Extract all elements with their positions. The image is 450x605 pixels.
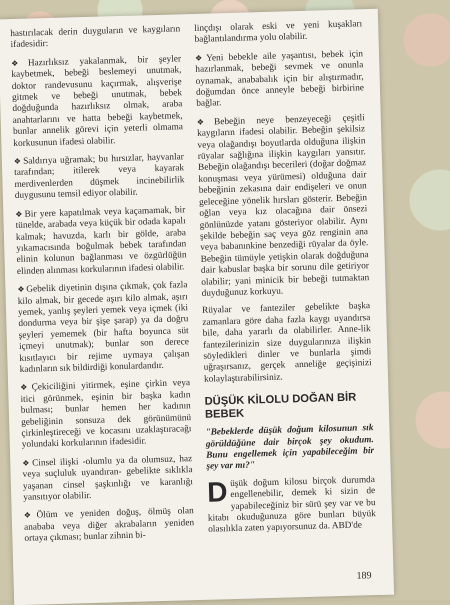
paragraph: hastırılacak derin duyguların ve kaygıların ifadesidir: (10, 24, 181, 51)
book-page (0, 9, 394, 605)
paragraph: linçdışı olarak eski ve yeni kuşakları bağlantılandırma yolu olabilir. (194, 19, 363, 46)
bullet-paragraph: ❖ Saldırıya uğramak; bu hırsızlar, hayvanlar tarafından; itilerek veya kayarak merdivenlerden düşmek incinebilirlik duygusunu temsil ediyor olabilir. (14, 151, 185, 202)
bullet-paragraph: ❖ Gebelik diyetinin dışına çıkmak, çok fazla kilo almak, bir gecede aşırı kilo almak, aşırı yemek, yanlış şeyleri yemek veya içmek (iki dondurma veya bir şişe şarap) ya da doğru şeyleri yememek (bir hafta boyunca süt içmeyi unutmak); bunlar son derece kısıtlayıcı bir rejime uymaya çalışan kadınların sık bildirdiği konulardandır. (17, 279, 190, 376)
bullet-paragraph: ❖ Yeni bebekle aile yaşantısı, bebek için hazırlanmak, bebeği sevmek ve onunla oynamak, anababalık için bir alıştırmadır, doğumdan önce anneyle bebeği birbirine bağlar. (195, 48, 365, 111)
section-quote: "Bebeklerde düşük doğum kilosunun sık görüldüğüne dair birçok şey okudum. Bunu engellemek için yapabileceğim bir şey var mı?" (205, 423, 375, 473)
paragraph: Rüyalar ve fanteziler gebelikte başka zamanlara göre daha fazla kaygı uyandırsa bile, daha yararlı da olabilirler. Anne-lik fantezilerinizin size duygularınıza ilişkin söyledikleri dinler ve bunlarla şimdi uğraşırsanız, gerçek anneliğe geçişinizi kolaylaştırabilirsiniz. (201, 301, 372, 385)
section-body-text: üşük doğum kilosu birçok durumda engellenebilir, demek ki sizin de yapabileceğiniz bir sürü şey var ve bu kitabı okuduğunuza göre bunları büyük olasılıkla zaten yapıyorsunuz da. ABD'de (207, 474, 376, 536)
page-number: 189 (356, 569, 372, 582)
section-heading: DÜŞÜK KİLOLU DOĞAN BİR BEBEK (204, 391, 357, 421)
bullet-paragraph: ❖ Bir yere kapatılmak veya kaçamamak, bir tünelde, arabada veya küçük bir odada kapalı kalmak; havuzda, karlı bir gölde, araba yıkamacısında boğulmak bebek tarafından elinin kolunun bağlanması ve özgürlüğün elinden alınması korkularının ifadesi olabilir. (15, 204, 187, 278)
dropcap: D (206, 476, 228, 508)
left-column (10, 24, 195, 551)
right-column (194, 19, 376, 542)
bullet-paragraph: ❖ Ölüm ve yeniden doğuş, ölmüş olan anababa veya diğer akrabaların yeniden ortaya çıkması; bunlar zihnin bi- (24, 506, 195, 546)
bullet-paragraph: ❖ Cinsel ilişki -olumlu ya da olumsuz, haz veya suçluluk uyandıran- gebelikte sıklıkla yaşanan cinsel şaşkınlığı ve karanlığı yansıtıyor olabilir. (22, 453, 193, 504)
section-body (207, 475, 377, 537)
bullet-paragraph: ❖ Hazırlıksız yakalanmak, bir şeyler kaybetmek, bebeği beslemeyi unutmak, doktor randevusunu kaçırmak, alışverişe gitmek ve bebeği unutmak, bebek doğduğunda hazırlıksız olmak, araba anahtarlarını ve hatta bebeği kaybetmek, bunlar annelik görevi için yeterli olmama korkusunun ifadesi olabilir. (11, 53, 184, 150)
bullet-paragraph: ❖ Çekiciliğini yitirmek, eşine çirkin veya itici görünmek, eşinin bir başka kadın bulması; bunlar hemen her kadının gebeliğinin sonsuza dek görünümünü çirkinleştireceği ve kocasını uzaklaştıracağı yolundaki korkularının ifadesidir. (20, 378, 192, 452)
bullet-paragraph: ❖ Bebeğin neye benzeyeceği çeşitli kaygıların ifadesi olabilir. Bebeğin şekilsiz veya olağandışı boyutlarda olduğuna ilişkin rüyalar sağlığına ilişkin kaygıları yansıtır. Bebeğin olağandışı becerileri (doğar doğmaz konuşması veya yürümesi) olduğuna dair bebeğinin zekasına dair endişeleri ve onun geleceğine yönelik hırsları gösterir. Bebeğin oğlan veya kız olacağına dair önsezi gönlünüzde yatanı gösteriyor olabilir. Aynı şekilde bebeğin saç veya göz renginin ana veya babanınkine benzediği rüyalar da öyle. Bebeğin tümüyle yetişkin olarak doğduğuna dair kabuslar başka bir sorunu dile getiriyor olabilir; yani minicik bir bebeği tutmaktan duyduğunuz korkuyu. (197, 112, 370, 300)
